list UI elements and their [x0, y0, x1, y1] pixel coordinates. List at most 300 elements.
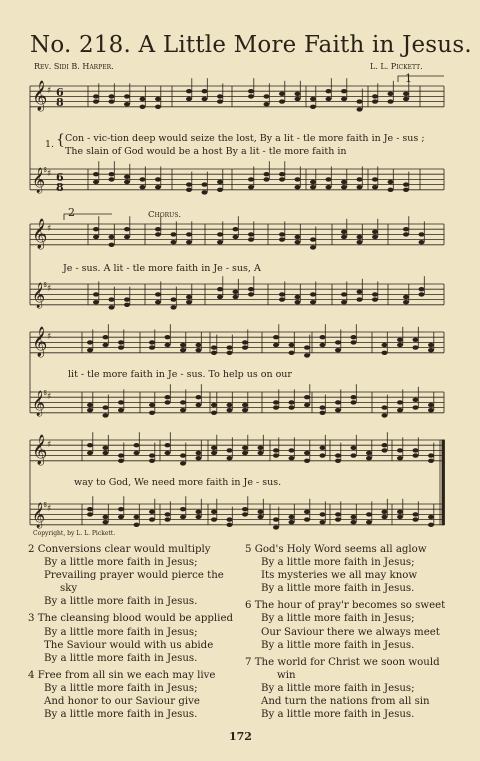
note-head — [211, 517, 217, 521]
verses-right-column — [245, 543, 445, 721]
note-head — [273, 448, 279, 452]
note-head — [87, 507, 93, 511]
note-head — [320, 520, 326, 524]
note-head — [93, 172, 99, 176]
note-head — [335, 453, 341, 457]
note-head — [304, 353, 310, 357]
treble-clef-icon: 𝄞 — [32, 219, 48, 249]
note-head — [351, 515, 357, 519]
note-head — [413, 345, 419, 349]
note-head — [87, 512, 93, 516]
note-head — [186, 295, 192, 299]
note-head — [357, 290, 363, 294]
note-head — [357, 177, 363, 181]
note-head — [227, 517, 233, 521]
note-head — [227, 456, 233, 460]
note-head — [320, 411, 326, 415]
note-head — [211, 510, 217, 514]
note-head — [310, 292, 316, 296]
note-head — [227, 408, 233, 412]
page-number: 172 — [229, 730, 252, 743]
note-head — [149, 345, 155, 349]
note-head — [180, 507, 186, 511]
note-head — [372, 99, 378, 103]
note-head — [165, 335, 171, 339]
note-head — [124, 235, 130, 239]
note-head — [310, 105, 316, 109]
note-head — [217, 188, 223, 192]
note-head — [165, 512, 171, 516]
note-head — [289, 448, 295, 452]
note-head — [326, 97, 332, 101]
note-head — [357, 235, 363, 239]
lyric-line-4: lit - tle more faith in Je - sus. To help us on our — [68, 369, 292, 380]
note-head — [233, 295, 239, 299]
note-head — [413, 405, 419, 409]
note-head — [140, 105, 146, 109]
note-head — [155, 292, 161, 296]
treble-clef-icon: 𝄞 — [32, 435, 48, 465]
note-head — [202, 89, 208, 93]
note-head — [397, 338, 403, 342]
note-head — [109, 235, 115, 239]
note-head — [87, 340, 93, 344]
note-head — [351, 446, 357, 450]
note-head — [242, 451, 248, 455]
note-head — [258, 446, 264, 450]
note-head — [233, 227, 239, 231]
note-head — [180, 461, 186, 465]
note-head — [304, 451, 310, 455]
note-head — [372, 235, 378, 239]
note-head — [419, 287, 425, 291]
note-head — [124, 102, 130, 106]
note-head — [428, 343, 434, 347]
note-head — [403, 232, 409, 236]
note-head — [93, 180, 99, 184]
note-head — [149, 517, 155, 521]
verse-6: 6 The hour of pray'r becomes so sweet By a little more faith in Jesus; Our Saviour there we always meet By a little more faith in Jesus. — [245, 600, 446, 651]
note-head — [419, 232, 425, 236]
note-head — [366, 451, 372, 455]
note-head — [155, 177, 161, 181]
note-head — [397, 448, 403, 452]
note-head — [258, 515, 264, 519]
note-head — [366, 456, 372, 460]
note-head — [428, 459, 434, 463]
note-head — [103, 405, 109, 409]
note-head — [388, 180, 394, 184]
note-head — [279, 297, 285, 301]
note-head — [242, 408, 248, 412]
note-head — [419, 292, 425, 296]
note-head — [335, 400, 341, 404]
note-head — [217, 180, 223, 184]
note-head — [103, 335, 109, 339]
note-head — [134, 523, 140, 527]
note-head — [351, 340, 357, 344]
note-head — [171, 240, 177, 244]
note-head — [118, 507, 124, 511]
note-head — [149, 403, 155, 407]
note-head — [211, 345, 217, 349]
note-head — [118, 345, 124, 349]
note-head — [109, 297, 115, 301]
sharp-icon: ♯ — [47, 284, 52, 294]
note-head — [149, 340, 155, 344]
lyric-brace: { — [56, 132, 65, 148]
note-head — [320, 453, 326, 457]
note-head — [382, 448, 388, 452]
note-head — [357, 107, 363, 111]
note-head — [233, 235, 239, 239]
note-head — [264, 172, 270, 176]
note-head — [211, 403, 217, 407]
sharp-icon: ♯ — [47, 86, 52, 96]
note-head — [382, 443, 388, 447]
note-head — [320, 512, 326, 516]
note-head — [289, 351, 295, 355]
note-head — [118, 453, 124, 457]
note-head — [341, 89, 347, 93]
note-head — [171, 297, 177, 301]
note-head — [388, 99, 394, 103]
note-head — [310, 180, 316, 184]
bass-clef-icon: 𝄟 — [32, 503, 48, 528]
note-head — [186, 188, 192, 192]
note-head — [186, 240, 192, 244]
note-head — [196, 510, 202, 514]
note-head — [304, 395, 310, 399]
note-head — [217, 232, 223, 236]
note-head — [403, 227, 409, 231]
note-head — [87, 403, 93, 407]
note-head — [289, 405, 295, 409]
note-head — [103, 451, 109, 455]
note-head — [180, 400, 186, 404]
treble-clef-icon: 𝄞 — [32, 81, 48, 111]
note-head — [202, 97, 208, 101]
lyric-line-3: Je - sus. A lit - tle more faith in Je - sus, A — [63, 263, 261, 274]
sharp-icon: ♯ — [47, 440, 52, 450]
note-head — [242, 507, 248, 511]
note-head — [248, 177, 254, 181]
lyric-line-2: The slain of God would be a host By a lit - tle more faith in — [65, 146, 347, 157]
note-head — [217, 240, 223, 244]
note-head — [279, 177, 285, 181]
note-head — [264, 102, 270, 106]
note-head — [118, 408, 124, 412]
note-head — [403, 92, 409, 96]
note-head — [310, 97, 316, 101]
note-head — [196, 395, 202, 399]
note-head — [413, 453, 419, 457]
note-head — [372, 292, 378, 296]
note-head — [118, 515, 124, 519]
note-head — [196, 403, 202, 407]
composer-credit: L. L. Pickett. — [370, 62, 423, 71]
treble-clef-icon: 𝄞 — [32, 327, 48, 357]
note-head — [242, 345, 248, 349]
note-head — [140, 97, 146, 101]
note-head — [109, 177, 115, 181]
sharp-icon: ♯ — [47, 504, 52, 514]
note-head — [264, 177, 270, 181]
note-head — [428, 453, 434, 457]
note-head — [366, 520, 372, 524]
note-head — [320, 405, 326, 409]
note-head — [109, 305, 115, 309]
note-head — [341, 230, 347, 234]
note-head — [335, 517, 341, 521]
note-head — [87, 451, 93, 455]
note-head — [258, 451, 264, 455]
note-head — [165, 443, 171, 447]
note-head — [279, 232, 285, 236]
note-head — [295, 240, 301, 244]
note-head — [335, 340, 341, 344]
note-head — [93, 94, 99, 98]
note-head — [304, 517, 310, 521]
note-head — [93, 235, 99, 239]
note-head — [326, 177, 332, 181]
note-head — [140, 177, 146, 181]
note-head — [258, 510, 264, 514]
author-credit: Rev. Sidi B. Harper. — [34, 62, 114, 71]
note-head — [397, 515, 403, 519]
note-head — [357, 99, 363, 103]
note-head — [335, 348, 341, 352]
note-head — [304, 459, 310, 463]
note-head — [382, 413, 388, 417]
note-head — [335, 512, 341, 516]
note-head — [320, 446, 326, 450]
note-head — [304, 345, 310, 349]
note-head — [140, 185, 146, 189]
note-head — [295, 177, 301, 181]
note-head — [403, 97, 409, 101]
note-head — [335, 408, 341, 412]
verse-5: 5 God's Holy Word seems all aglow By a little more faith in Jesus; Its mysteries we all may know By a little more faith in Jesus. — [245, 544, 427, 595]
sharp-icon: ♯ — [47, 224, 52, 234]
note-head — [109, 94, 115, 98]
note-head — [196, 451, 202, 455]
note-head — [397, 408, 403, 412]
note-head — [242, 512, 248, 516]
verse-4: 4 Free from all sin we each may live By a little more faith in Jesus; And honor to our Saviour give By a little more faith in Jesus. — [28, 669, 216, 721]
note-head — [211, 451, 217, 455]
note-head — [428, 515, 434, 519]
note-head — [124, 180, 130, 184]
note-head — [279, 99, 285, 103]
note-head — [372, 94, 378, 98]
note-head — [242, 340, 248, 344]
note-head — [397, 456, 403, 460]
note-head — [165, 343, 171, 347]
note-head — [196, 456, 202, 460]
note-head — [273, 405, 279, 409]
note-head — [186, 232, 192, 236]
note-head — [326, 89, 332, 93]
note-head — [248, 185, 254, 189]
note-head — [227, 345, 233, 349]
note-head — [118, 340, 124, 344]
hymn-number: No. 218. — [30, 32, 132, 58]
note-head — [295, 235, 301, 239]
note-head — [180, 515, 186, 519]
note-head — [289, 456, 295, 460]
note-head — [186, 300, 192, 304]
lyric-line-5: way to God, We need more faith in Je - sus. — [74, 477, 282, 488]
note-head — [341, 97, 347, 101]
note-head — [310, 185, 316, 189]
note-head — [165, 400, 171, 404]
note-head — [103, 343, 109, 347]
note-head — [341, 235, 347, 239]
note-head — [382, 343, 388, 347]
note-head — [413, 512, 419, 516]
note-head — [357, 185, 363, 189]
note-head — [413, 398, 419, 402]
note-head — [273, 400, 279, 404]
note-head — [171, 232, 177, 236]
bass-clef-icon: 𝄟 — [32, 283, 48, 308]
second-ending-marker: 2 — [68, 206, 75, 219]
note-head — [388, 92, 394, 96]
note-head — [180, 453, 186, 457]
note-head — [351, 335, 357, 339]
bass-clef-icon: 𝄟 — [32, 168, 48, 193]
note-head — [149, 459, 155, 463]
note-head — [211, 411, 217, 415]
note-head — [397, 400, 403, 404]
note-head — [279, 172, 285, 176]
note-head — [248, 89, 254, 93]
note-head — [403, 300, 409, 304]
note-head — [196, 343, 202, 347]
lyric-line-1: Con - vic-tion deep would seize the lost, By a lit - tle more faith in Je - sus ; — [65, 133, 425, 144]
note-head — [357, 297, 363, 301]
note-head — [165, 517, 171, 521]
note-head — [341, 292, 347, 296]
note-head — [202, 182, 208, 186]
note-head — [289, 343, 295, 347]
note-head — [428, 523, 434, 527]
note-head — [196, 348, 202, 352]
final-barline — [442, 440, 445, 525]
verse-7: 7 The world for Christ we soon would win By a little more faith in Jesus; And turn the nations from all sin By a little more faith in Jesus. — [245, 656, 440, 721]
note-head — [124, 303, 130, 307]
note-head — [428, 348, 434, 352]
verses-left-column — [28, 543, 233, 721]
note-head — [165, 451, 171, 455]
note-head — [149, 453, 155, 457]
note-head — [403, 182, 409, 186]
verse-3: 3 The cleansing blood would be applied By a little more faith in Jesus; The Saviour would with us abide By a little more faith in Jesus. — [28, 613, 233, 664]
note-head — [279, 292, 285, 296]
note-head — [155, 227, 161, 231]
note-head — [155, 97, 161, 101]
sharp-icon: ♯ — [47, 392, 52, 402]
note-head — [413, 448, 419, 452]
note-head — [180, 348, 186, 352]
note-head — [124, 297, 130, 301]
note-head — [202, 190, 208, 194]
note-head — [403, 188, 409, 192]
note-head — [171, 305, 177, 309]
note-head — [87, 348, 93, 352]
chorus-label: Chorus. — [148, 210, 182, 220]
note-head — [124, 94, 130, 98]
sharp-icon: ♯ — [47, 169, 52, 179]
note-head — [155, 105, 161, 109]
note-head — [155, 300, 161, 304]
note-head — [211, 351, 217, 355]
time-signature-bass: 6 8 — [56, 171, 64, 194]
note-head — [180, 408, 186, 412]
note-head — [87, 443, 93, 447]
note-head — [320, 335, 326, 339]
note-head — [372, 185, 378, 189]
note-head — [289, 400, 295, 404]
note-head — [211, 446, 217, 450]
note-head — [304, 510, 310, 514]
note-head — [149, 510, 155, 514]
note-head — [155, 185, 161, 189]
note-head — [273, 335, 279, 339]
sharp-icon: ♯ — [47, 332, 52, 342]
note-head — [304, 403, 310, 407]
note-head — [242, 446, 248, 450]
note-head — [242, 403, 248, 407]
note-head — [196, 515, 202, 519]
note-head — [295, 97, 301, 101]
note-head — [118, 400, 124, 404]
note-head — [93, 300, 99, 304]
note-head — [279, 237, 285, 241]
note-head — [217, 94, 223, 98]
note-head — [428, 403, 434, 407]
note-head — [155, 232, 161, 236]
note-head — [93, 99, 99, 103]
note-head — [248, 94, 254, 98]
note-head — [335, 459, 341, 463]
note-head — [134, 451, 140, 455]
note-head — [419, 240, 425, 244]
note-head — [382, 351, 388, 355]
note-head — [227, 448, 233, 452]
note-head — [134, 443, 140, 447]
hymn-title: A Little More Faith in Jesus. — [138, 32, 472, 58]
note-head — [227, 523, 233, 527]
note-head — [295, 92, 301, 96]
note-head — [217, 99, 223, 103]
note-head — [397, 510, 403, 514]
note-head — [382, 405, 388, 409]
note-head — [372, 297, 378, 301]
note-head — [357, 240, 363, 244]
note-head — [109, 99, 115, 103]
note-head — [351, 453, 357, 457]
note-head — [103, 520, 109, 524]
note-head — [248, 232, 254, 236]
note-head — [413, 338, 419, 342]
note-head — [217, 287, 223, 291]
note-head — [103, 515, 109, 519]
note-head — [124, 175, 130, 179]
note-head — [413, 517, 419, 521]
note-head — [186, 89, 192, 93]
